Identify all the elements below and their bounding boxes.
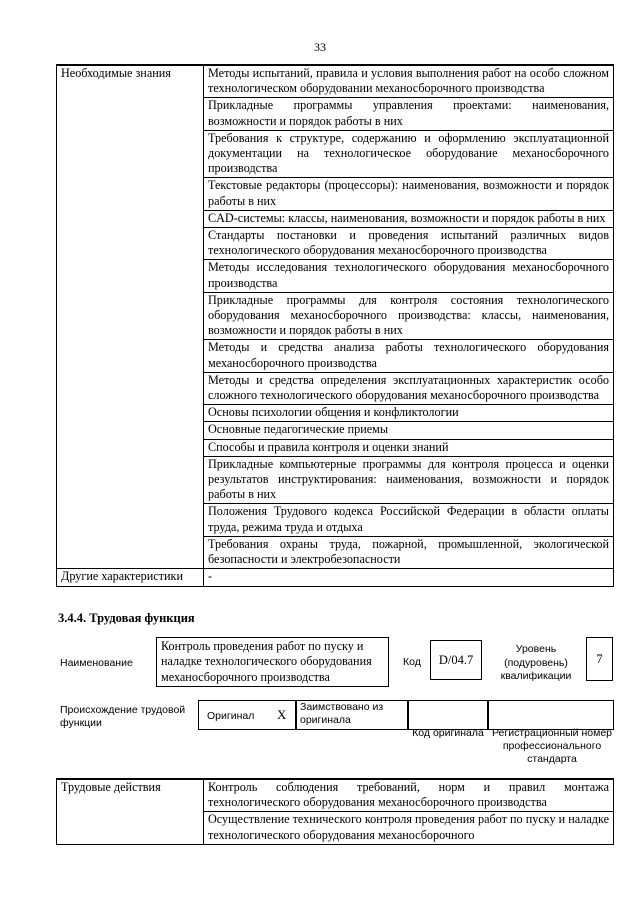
- knowledge-item: Основы психологии общения и конфликтологии: [204, 405, 614, 422]
- knowledge-item: Прикладные программы управления проектами: наименования, возможности и порядок работы в них: [204, 98, 614, 130]
- knowledge-item: Способы и правила контроля и оценки знаний: [204, 439, 614, 456]
- origin-original-label: Оригинал: [207, 710, 255, 722]
- knowledge-item: Прикладные программы для контроля состояния технологического оборудования механосборочного производства: классы, наименования, возможности и порядок работы в них: [204, 292, 614, 340]
- origin-borrowed-box: [296, 700, 408, 730]
- knowledge-item: Методы и средства анализа работы технологического оборудования механосборочного производства: [204, 340, 614, 372]
- other-characteristics-label: Другие характеристики: [57, 569, 204, 586]
- action-item: Контроль соблюдения требований, норм и правил монтажа технологического оборудования механосборочного производства: [204, 779, 614, 812]
- code-label: Код: [403, 656, 421, 668]
- action-item: Осуществление технического контроля проведения работ по пуску и наладке технологического оборудования механосборочного: [204, 812, 614, 844]
- knowledge-item: Стандарты постановки и проведения испытаний различных видов технологического оборудования механосборочного производства: [204, 228, 614, 260]
- knowledge-item: Требования к структуре, содержанию и оформлению эксплуатационной документации на технологическое оборудование механосборочного производства: [204, 130, 614, 178]
- table-row: [57, 569, 614, 586]
- knowledge-table: [56, 64, 614, 587]
- registration-number-caption: Регистрационный номер профессионального стандарта: [492, 727, 612, 765]
- qualification-level-label: Уровень (подуровень) квалификации: [500, 643, 572, 682]
- page-number: 33: [314, 40, 326, 54]
- origin-borrowed-label: Заимствовано из оригинала: [300, 701, 384, 726]
- function-name-label: Наименование: [60, 657, 133, 669]
- code-value: D/04.7: [430, 640, 482, 680]
- function-name-value: Контроль проведения работ по пуску и наладке технологического оборудования механосборочного производства: [156, 637, 389, 687]
- table-row: [57, 779, 614, 812]
- actions-table: [56, 778, 614, 845]
- knowledge-item: Методы исследования технологического оборудования механосборочного производства: [204, 260, 614, 292]
- registration-number-box: [488, 700, 614, 730]
- knowledge-item: Основные педагогические приемы: [204, 422, 614, 439]
- knowledge-item: Текстовые редакторы (процессоры): наименования, возможности и порядок работы в них: [204, 178, 614, 210]
- origin-original-box: [198, 700, 296, 730]
- knowledge-item: Требования охраны труда, пожарной, промышленной, экологической безопасности и электробезопасности: [204, 536, 614, 568]
- original-code-box: [408, 700, 488, 730]
- qualification-level-value: 7: [586, 637, 613, 681]
- knowledge-label: Необходимые знания: [57, 65, 204, 569]
- knowledge-item: CAD-системы: классы, наименования, возможности и порядок работы в них: [204, 210, 614, 227]
- original-code-caption: Код оригинала: [412, 727, 484, 739]
- knowledge-item: Методы испытаний, правила и условия выполнения работ на особо сложном технологическом оборудовании механосборочного производства: [204, 65, 614, 98]
- table-row: [57, 65, 614, 98]
- section-heading: 3.4.4. Трудовая функция: [58, 611, 195, 625]
- knowledge-item: Положения Трудового кодекса Российской Федерации в области оплаты труда, режима труда и отдыха: [204, 504, 614, 536]
- knowledge-item: Прикладные компьютерные программы для контроля процесса и оценки результатов инструктирования: наименования, возможности и порядок работы в них: [204, 456, 614, 504]
- other-characteristics-value: -: [204, 569, 614, 586]
- actions-label: Трудовые действия: [57, 779, 204, 844]
- origin-original-mark: X: [277, 707, 287, 722]
- origin-label: Происхождение трудовой функции: [60, 704, 186, 729]
- knowledge-item: Методы и средства определения эксплуатационных характеристик особо сложного технологического оборудования механосборочного производства: [204, 372, 614, 404]
